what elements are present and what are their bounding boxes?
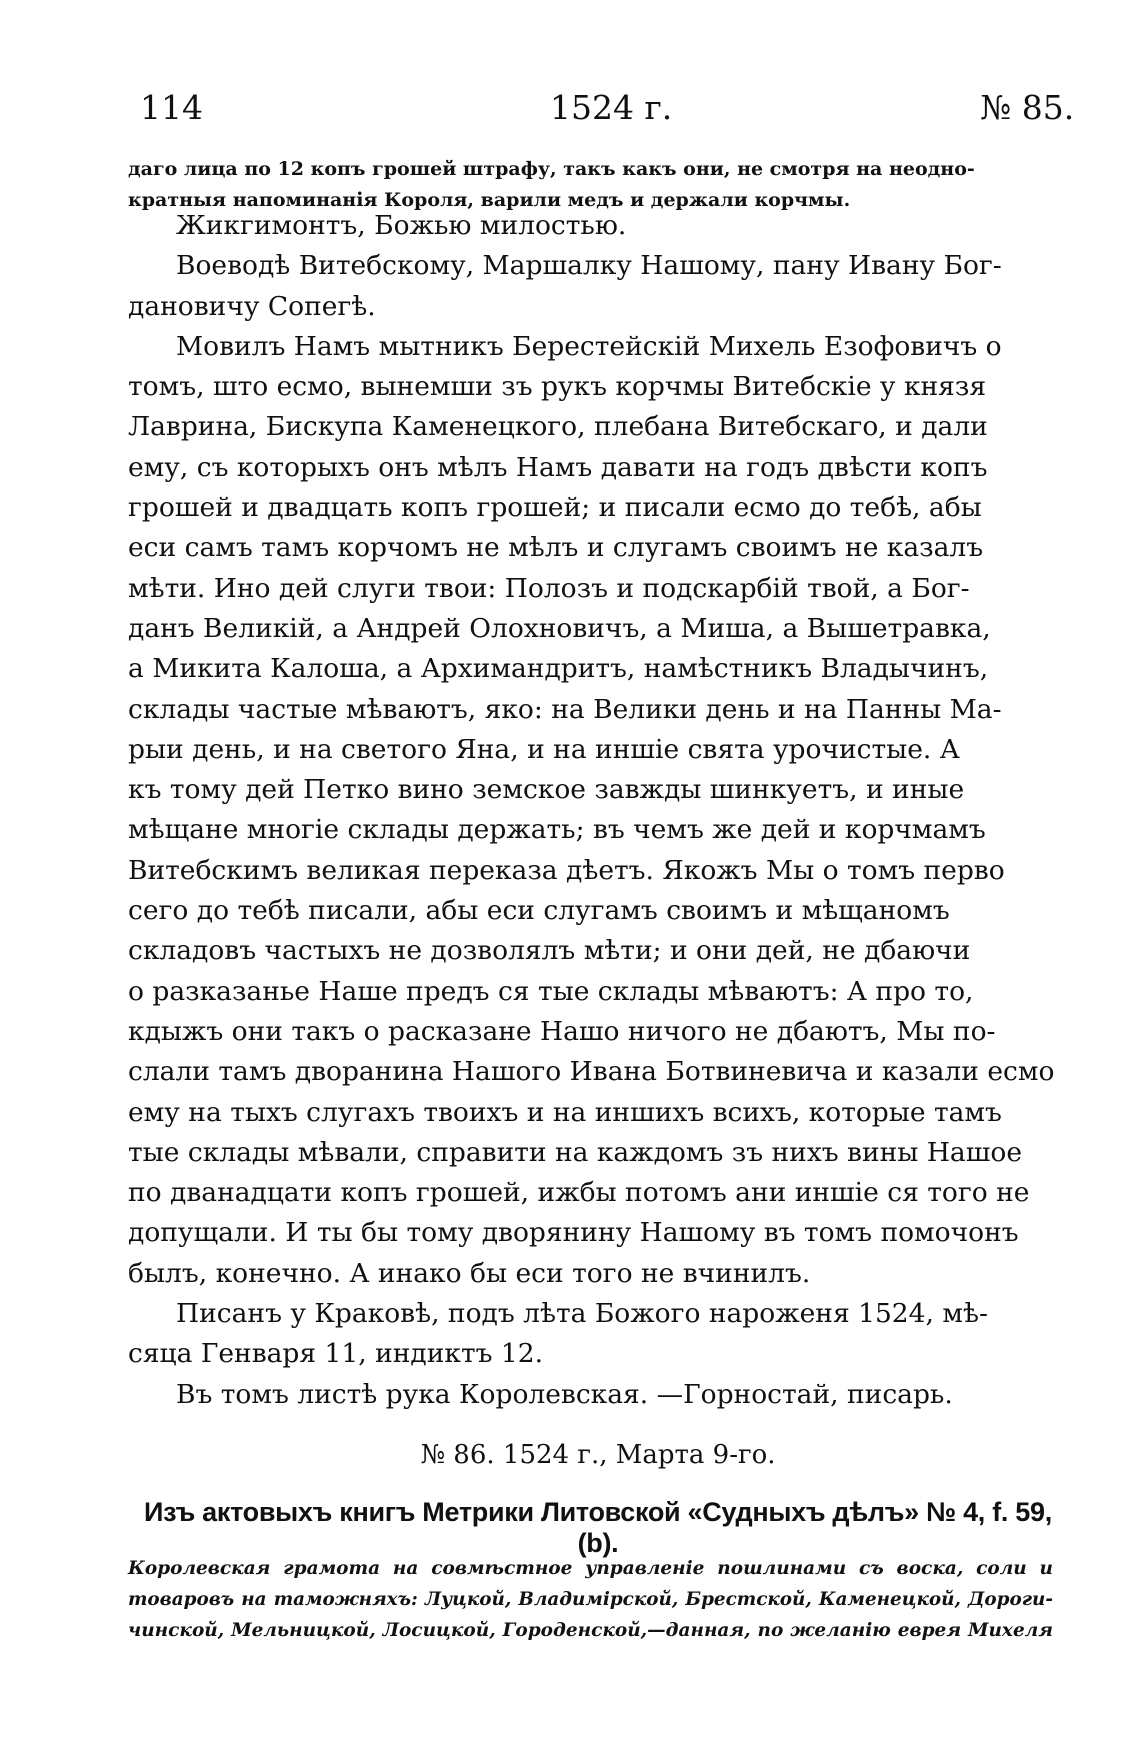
header-year: 1524 г.	[550, 88, 673, 127]
source-heading: Изъ актовыхъ книгъ Метрики Литовской «Судныхъ дѣлъ» № 4, f. 59, (b).	[144, 1497, 1052, 1558]
letter-body	[128, 206, 1068, 1415]
text-line: томъ, што есмо, вынемши зъ рукъ корчмы Витебскіе у князя	[128, 371, 987, 403]
document-number: № 85.	[980, 88, 1075, 127]
summary-line: даго лица по 12 копъ грошей штрафу, такъ какъ они, не смотря на неодно-	[128, 158, 975, 180]
text-line: слали тамъ дворанина Нашого Ивана Ботвиневича и казали есмо	[128, 1056, 1055, 1088]
text-line: ему, съ которыхъ онъ мѣлъ Намъ давати на годъ двѣсти копъ	[128, 451, 988, 483]
text-line: Мовилъ Намъ мытникъ Берестейскій Михель Езофовичъ о	[176, 330, 1002, 362]
text-line: о разказанье Наше предъ ся тые склады мѣваютъ: А про то,	[128, 975, 974, 1007]
text-line: тые склады мѣвали, справити на каждомъ зъ нихъ вины Нашое	[128, 1136, 1022, 1168]
text-line: кдыжъ они такъ о расказане Нашо ничого не дбаютъ, Мы по-	[128, 1015, 996, 1047]
running-header	[0, 88, 1140, 138]
summary-line: чинской, Мельницкой, Лосицкой, Городенской,—данная, по желанію еврея Михеля	[128, 1620, 1053, 1641]
text-line: склады частые мѣваютъ, яко: на Велики день и на Панны Ма-	[128, 693, 1002, 725]
date-line: Писанъ у Краковѣ, подъ лѣта Божого нароженя 1524, мѣ-	[176, 1298, 988, 1330]
text-line: Лаврина, Бискупа Каменецкого, плебана Витебскаго, и дали	[128, 411, 988, 443]
date-line: сяца Генваря 11, индиктъ 12.	[128, 1338, 544, 1370]
text-line: рыи день, и на светого Яна, и на иншіе свята урочистые. А	[128, 733, 960, 765]
signature-line: Въ томъ листѣ рука Королевская. —Горностай, писарь.	[176, 1378, 953, 1410]
addressee-line: дановичу Сопегѣ.	[128, 290, 376, 322]
text-line: къ тому дей Петко вино земское завжды шинкуетъ, и иные	[128, 774, 965, 806]
text-line: грошей и двадцать копъ грошей; и писали есмо до тебѣ, абы	[128, 492, 982, 524]
text-line: по дванадцати копъ грошей, ижбы потомъ ани иншіе ся того не	[128, 1177, 1030, 1209]
text-line: мѣти. Ино дей слуги твои: Полозъ и подскарбій твой, а Бог-	[128, 572, 970, 604]
page-number: 114	[140, 88, 203, 127]
text-line: допущали. И ты бы тому дворянину Нашому въ томъ помочонъ	[128, 1217, 1019, 1249]
text-line: былъ, конечно. А инако бы еси того не вчинилъ.	[128, 1257, 811, 1289]
salutation: Жикгимонтъ, Божью милостью.	[176, 210, 627, 241]
text-line: еси самъ тамъ корчомъ не мѣлъ и слугамъ своимъ не казалъ	[128, 532, 984, 564]
text-line: а Микита Калоша, а Архимандритъ, намѣстникъ Владычинъ,	[128, 653, 989, 685]
text-line: данъ Великій, а Андрей Олохновичъ, а Миша, а Вышетравка,	[128, 612, 991, 644]
text-line: сего до тебѣ писали, абы еси слугамъ своимъ и мѣщаномъ	[128, 895, 950, 927]
next-document-summary	[128, 1553, 1053, 1646]
addressee-line: Воеводѣ Витебскому, Маршалку Нашому, пану Ивану Бог-	[176, 250, 1002, 282]
next-document-heading: № 86. 1524 г., Марта 9-го.	[420, 1440, 776, 1470]
text-line: Витебскимъ великая переказа дѣетъ. Якожъ Мы о томъ перво	[128, 854, 1005, 886]
text-line: ему на тыхъ слугахъ твоихъ и на иншихъ всихъ, которые тамъ	[128, 1096, 1002, 1128]
text-line: мѣщане многіе склады держать; въ чемъ же дей и корчмамъ	[128, 814, 986, 846]
summary-line: Королевская грамота на совмѣстное управленіе пошлинами съ воска, соли и	[128, 1558, 1053, 1579]
text-line: складовъ частыхъ не дозволялъ мѣти; и они дей, не дбаючи	[128, 935, 971, 967]
summary-line: товаровъ на таможняхъ: Луцкой, Владимірской, Брестской, Каменецкой, Дороги-	[128, 1589, 1053, 1610]
summary-line: кратныя напоминанія Короля, варили медъ и держали корчмы.	[128, 189, 851, 211]
